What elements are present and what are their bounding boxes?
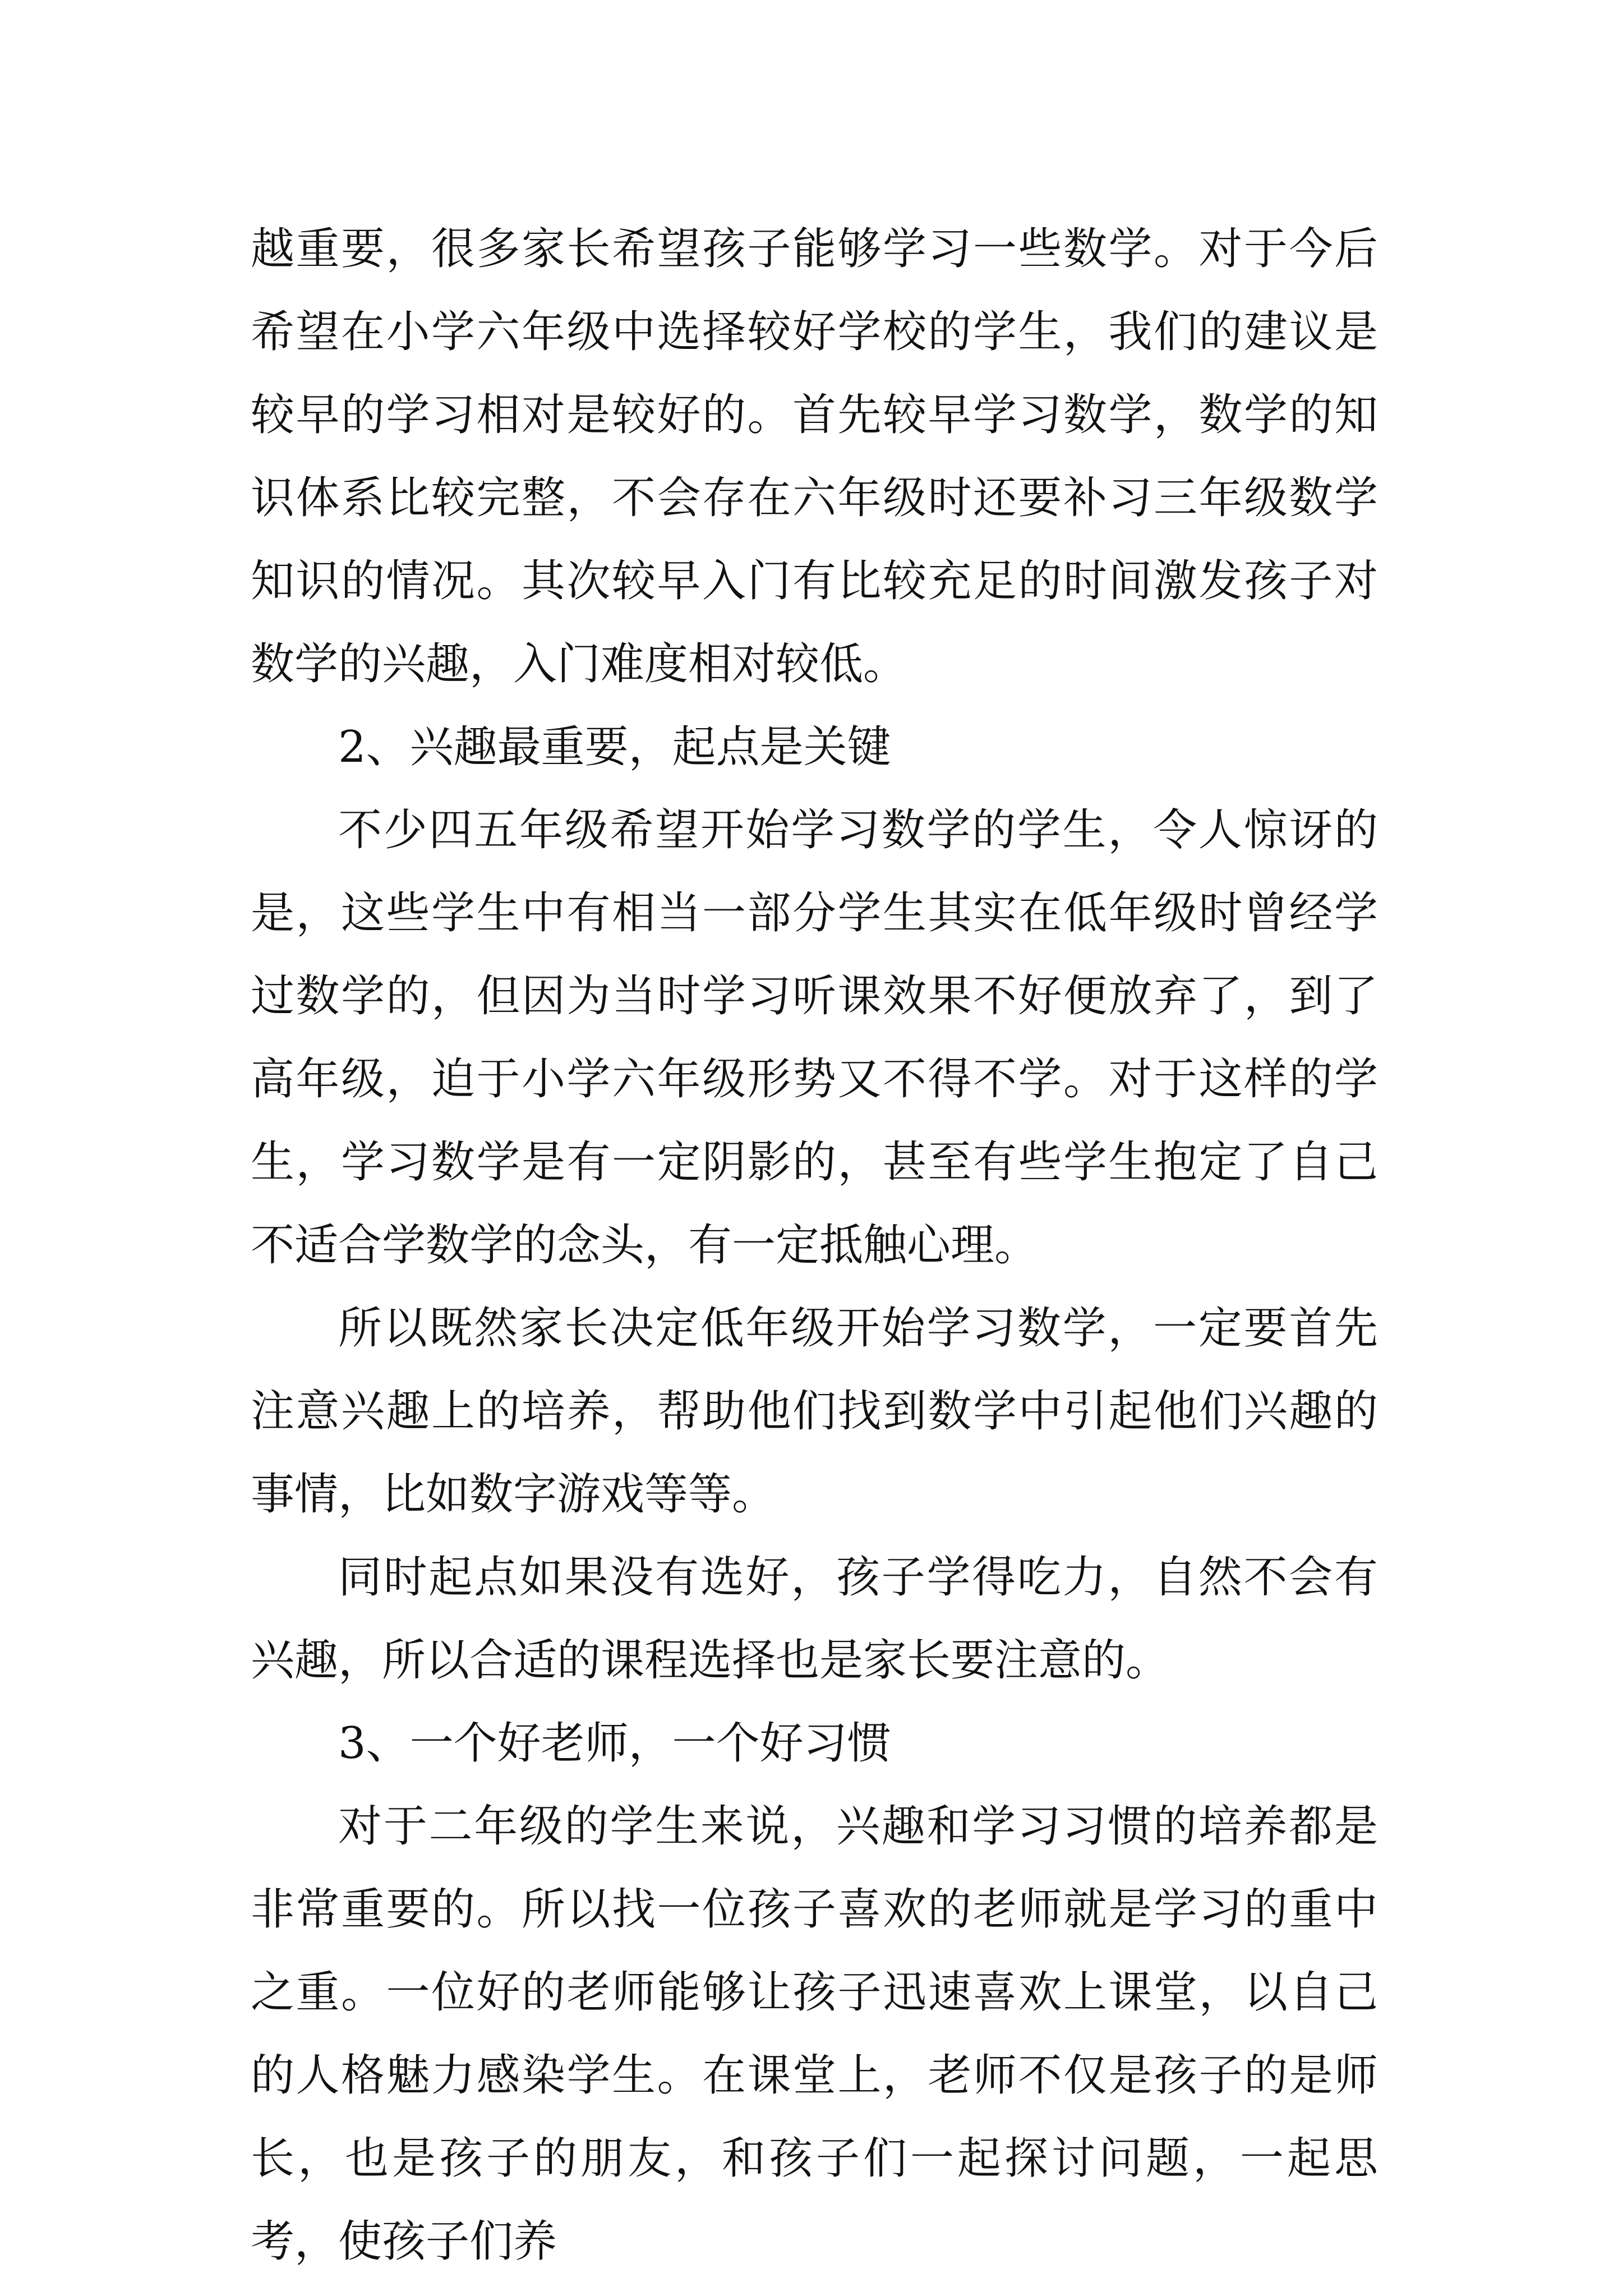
paragraph-intro: 越重要，很多家长希望孩子能够学习一些数学。对于今后希望在小学六年级中选择较好学校的学生，我们的建议是较早的学习相对是较好的。首先较早学习数学，数学的知识体系比较完整，不会存在六年级时还要补习三年级数学知识的情况。其次较早入门有比较充足的时间激发孩子对数学的兴趣，入门难度相对较低。 (251, 224, 1378, 689)
paragraph-course-choice: 同时起点如果没有选好，孩子学得吃力，自然不会有兴趣，所以合适的课程选择也是家长要注意的。 (251, 1552, 1378, 1686)
section-heading-teacher-habit: 3、一个好老师，一个好习惯 (338, 1718, 891, 1769)
paragraph-late-start-students: 不少四五年级希望开始学习数学的学生，令人惊讶的是，这些学生中有相当一部分学生其实在低年级时曾经学过数学的，但因为当时学习听课效果不好便放弃了，到了高年级，迫于小学六年级形势又不得不学。对于这样的学生，学习数学是有一定阴影的，甚至有些学生抱定了自己不适合学数学的念头，有一定抵触心理。 (251, 805, 1378, 1271)
section-heading-interest: 2、兴趣最重要，起点是关键 (338, 722, 891, 772)
document-body (251, 208, 1378, 2283)
paragraph-good-teacher: 对于二年级的学生来说，兴趣和学习习惯的培养都是非常重要的。所以找一位孩子喜欢的老师就是学习的重中之重。一位好的老师能够让孩子迅速喜欢上课堂，以自己的人格魅力感染学生。在课堂上，老师不仅是孩子的是师长，也是孩子的朋友，和孩子们一起探讨问题，一起思考，使孩子们养 (251, 1801, 1378, 2267)
paragraph-interest-cultivation: 所以既然家长决定低年级开始学习数学，一定要首先注意兴趣上的培养，帮助他们找到数学中引起他们兴趣的事情，比如数字游戏等等。 (251, 1303, 1378, 1520)
